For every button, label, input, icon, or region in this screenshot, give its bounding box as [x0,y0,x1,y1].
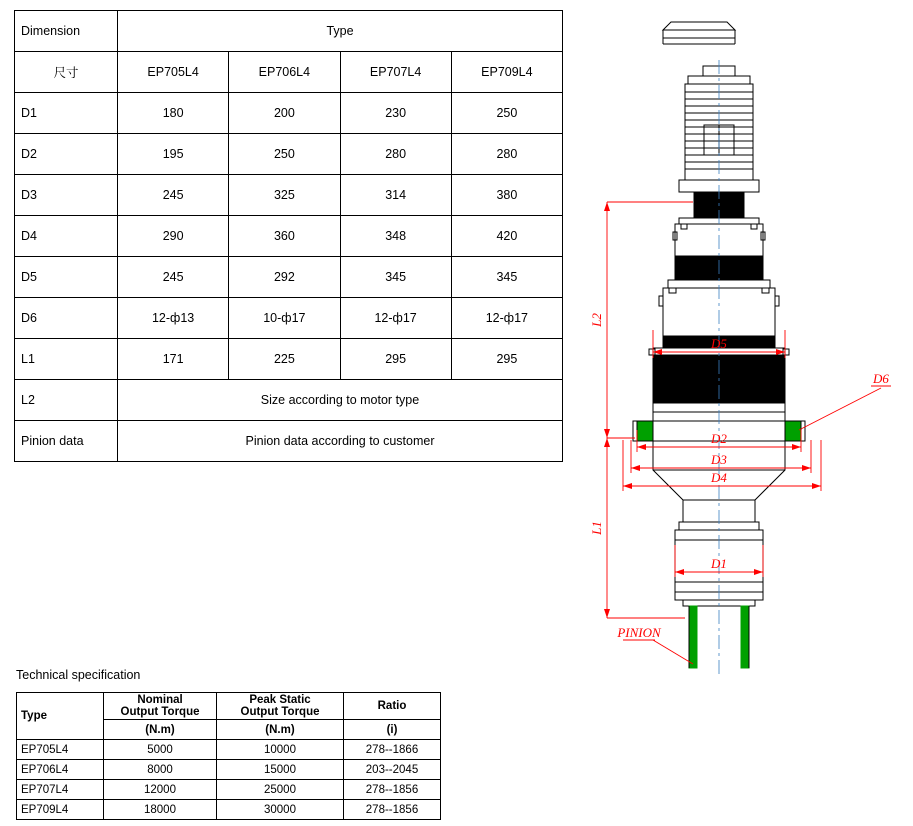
cell-d5-ep706l4: 292 [229,257,340,298]
tech-header-type: Type [17,693,104,740]
row-label-pinion-data: Pinion data [15,421,118,462]
tech-cell-type-ep709l4: EP709L4 [17,800,104,820]
cell-l1-ep705l4: 171 [118,339,229,380]
header-dimension-en: Dimension [15,11,118,52]
cell-d2-ep706l4: 250 [229,134,340,175]
row-label-d4: D4 [15,216,118,257]
tech-unit-peak: (N.m) [217,720,344,740]
cell-l1-ep706l4: 225 [229,339,340,380]
cell-d2-ep707l4: 280 [340,134,451,175]
tech-cell-type-ep707l4: EP707L4 [17,780,104,800]
tech-cell-nominal-ep707l4: 12000 [104,780,217,800]
technical-specification-table [16,692,441,820]
label-d2: D2 [711,431,727,446]
cell-d3-ep706l4: 325 [229,175,340,216]
cell-d5-ep705l4: 245 [118,257,229,298]
tech-cell-nominal-ep709l4: 18000 [104,800,217,820]
tech-cell-nominal-ep705l4: 5000 [104,740,217,760]
cell-d6-ep706l4: 10-ф17 [229,298,340,339]
table-row [15,93,563,134]
label-l1: L1 [589,521,604,535]
cell-d5-ep707l4: 345 [340,257,451,298]
label-d1: D1 [711,556,727,571]
cell-d4-ep706l4: 360 [229,216,340,257]
table-row [15,134,563,175]
header-dimension-cn: 尺寸 [15,52,118,93]
row-label-d1: D1 [15,93,118,134]
cell-d4-ep705l4: 290 [118,216,229,257]
top-plate-detail [663,22,735,44]
cell-d1-ep706l4: 200 [229,93,340,134]
cell-pinion-data-note: Pinion data according to customer [118,421,563,462]
cell-d3-ep707l4: 314 [340,175,451,216]
cell-d3-ep709l4: 380 [451,175,562,216]
row-label-d6: D6 [15,298,118,339]
table-row-header-en [15,11,563,52]
table-row-header [17,693,441,720]
technical-specification-table-container [16,692,419,820]
row-label-l1: L1 [15,339,118,380]
table-row [17,780,441,800]
cell-d5-ep709l4: 345 [451,257,562,298]
cell-d1-ep705l4: 180 [118,93,229,134]
tech-header-nominal [104,693,217,720]
table-row [15,175,563,216]
cell-l2-note: Size according to motor type [118,380,563,421]
cell-d4-ep707l4: 348 [340,216,451,257]
header-type-ep707l4: EP707L4 [340,52,451,93]
tech-header-peak-line1: Peak Static [249,694,311,706]
table-row [15,257,563,298]
table-row [17,760,441,780]
table-row [15,216,563,257]
header-type-ep705l4: EP705L4 [118,52,229,93]
dimension-table [14,10,563,462]
pinion-leader [623,640,693,664]
label-d3: D3 [711,452,727,467]
tech-cell-peak-ep707l4: 25000 [217,780,344,800]
cell-d1-ep707l4: 230 [340,93,451,134]
table-row [17,800,441,820]
row-label-d5: D5 [15,257,118,298]
tech-header-peak-line2: Output Torque [240,706,320,718]
tech-unit-nominal: (N.m) [104,720,217,740]
technical-specification-title: Technical specification [16,668,141,682]
tech-header-nominal-line2: Output Torque [120,706,200,718]
cell-d3-ep705l4: 245 [118,175,229,216]
table-row [15,298,563,339]
tech-cell-type-ep706l4: EP706L4 [17,760,104,780]
tech-cell-ratio-ep707l4: 278--1856 [344,780,441,800]
table-row [15,339,563,380]
header-type: Type [118,11,563,52]
tech-unit-ratio: (i) [344,720,441,740]
tech-cell-peak-ep706l4: 15000 [217,760,344,780]
cell-d1-ep709l4: 250 [451,93,562,134]
row-label-d3: D3 [15,175,118,216]
row-label-l2: L2 [15,380,118,421]
label-l2: L2 [589,313,604,327]
row-label-d2: D2 [15,134,118,175]
label-d5: D5 [711,336,727,351]
tech-cell-ratio-ep705l4: 278--1866 [344,740,441,760]
tech-cell-peak-ep705l4: 10000 [217,740,344,760]
cell-l1-ep709l4: 295 [451,339,562,380]
tech-header-ratio: Ratio [344,693,441,720]
dimension-d6-leader [799,386,891,430]
cell-l1-ep707l4: 295 [340,339,451,380]
cell-d4-ep709l4: 420 [451,216,562,257]
cell-d6-ep709l4: 12-ф17 [451,298,562,339]
table-row [17,740,441,760]
tech-header-nominal-line1: Nominal [137,694,183,706]
cell-d2-ep705l4: 195 [118,134,229,175]
label-pinion: PINION [617,625,661,640]
label-d4: D4 [711,470,727,485]
dimension-l1 [604,438,685,618]
gearbox-technical-drawing [575,0,913,700]
cell-d6-ep707l4: 12-ф17 [340,298,451,339]
table-row [15,380,563,421]
tech-cell-ratio-ep706l4: 203--2045 [344,760,441,780]
tech-header-peak [217,693,344,720]
dimension-table-container [14,10,563,462]
cell-d2-ep709l4: 280 [451,134,562,175]
tech-cell-ratio-ep709l4: 278--1856 [344,800,441,820]
tech-cell-type-ep705l4: EP705L4 [17,740,104,760]
table-row [15,421,563,462]
header-type-ep706l4: EP706L4 [229,52,340,93]
tech-cell-peak-ep709l4: 30000 [217,800,344,820]
header-type-ep709l4: EP709L4 [451,52,562,93]
label-d6: D6 [873,371,889,386]
tech-cell-nominal-ep706l4: 8000 [104,760,217,780]
table-row-header-cn [15,52,563,93]
cell-d6-ep705l4: 12-ф13 [118,298,229,339]
